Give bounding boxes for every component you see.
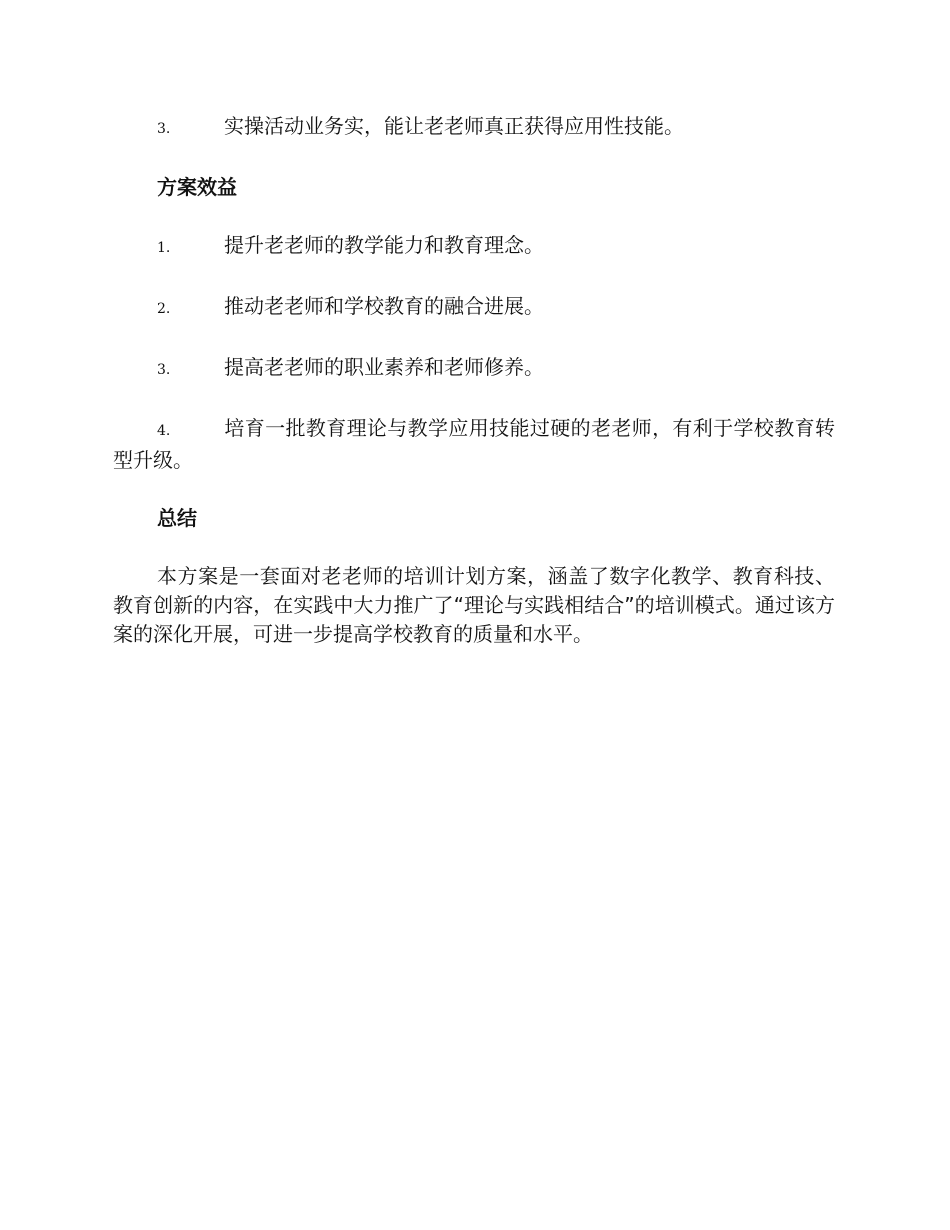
document-body [113,112,835,649]
list-number: 4. [157,423,171,439]
list-item-implementation-3 [113,112,835,144]
list-text: 推动老老师和学校教育的融合进展。 [224,294,544,318]
list-text: 提升老老师的教学能力和教育理念。 [224,233,544,257]
section-heading-summary: 总结 [157,506,197,530]
summary-paragraph: 本方案是一套面对老老师的培训计划方案，涵盖了数字化教学、教育科技、教育创新的内容，在实践中大力推广了“理论与实践相结合”的培训模式。通过该方案的深化开展，可进一步提高学校教育的质量和水平。 [113,564,835,646]
list-number: 2. [157,301,171,317]
list-item-benefit-1 [113,231,835,263]
list-item-benefit-2 [113,292,835,324]
section-heading-benefits: 方案效益 [157,175,237,199]
list-number: 1. [157,240,171,256]
list-item-benefit-3 [113,353,835,385]
list-text: 培育一批教育理论与教学应用技能过硬的老老师，有利于学校教育转型升级。 [113,416,835,472]
list-text: 实操活动业务实，能让老老师真正获得应用性技能。 [224,114,684,138]
list-number: 3. [157,362,171,378]
list-text: 提高老老师的职业素养和老师修养。 [224,355,544,379]
list-item-benefit-4 [113,414,835,475]
list-number: 3. [157,121,171,137]
